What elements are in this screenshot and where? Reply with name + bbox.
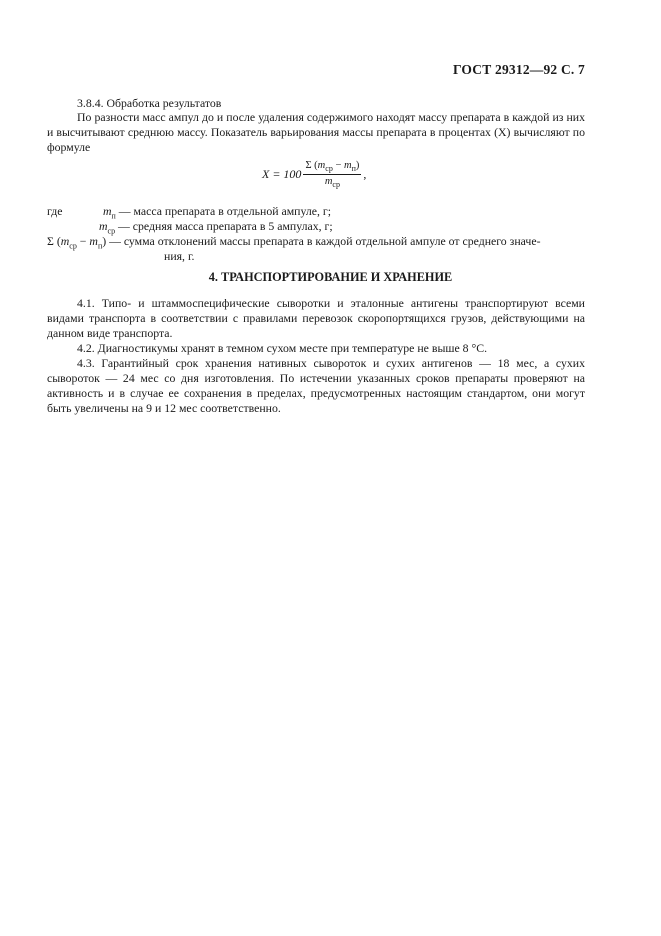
legend-row-sum-continuation: ния, г. <box>164 249 195 263</box>
formula-numerator: Σ $(m_{ср} - m_п)$ <box>305 160 360 174</box>
legend-where: где <box>47 204 63 218</box>
item-3-8-4-text: По разности масс ампул до и после удаления содержимого находят массу препарата в каждой из них и высчитывают среднюю массу. Показатель варьирования массы препарата в процентах (Х) вычисляют по формуле <box>47 110 585 154</box>
formula-trailing-comma: , <box>363 167 367 182</box>
legend-row-sum: Σ $(m_{ср} - m_п)$ — сумма отклонений массы препарата в каждой отдельной ампуле от среднего значе- <box>47 234 541 251</box>
legend-row-m-sr: $m_{ср}$ — средняя масса препарата в 5 ампулах, г; <box>99 219 333 236</box>
document-reference: ГОСТ 29312—92 С. 7 <box>452 62 585 77</box>
item-4-3: 4.3. Гарантийный срок хранения нативных сывороток и сухих антигенов — 18 мес, а сухих сывороток — 24 мес со дня изготовления. По истечении указанных сроков препараты проверяют на активность и в случае ее сохранения в пределах, предусмотренных настоящим стандартом, они могут быть увеличены на 9 и 12 мес соответственно. <box>47 356 585 415</box>
item-3-8-4-heading: 3.8.4. Обработка результатов <box>77 96 222 110</box>
variation-formula <box>262 160 366 189</box>
item-4-1: 4.1. Типо- и штаммоспецифические сыворотки и эталонные антигены транспортируют всеми видами транспорта в соответствии с правилами перевозок скоропортящихся грузов, действующими на данном виде транспорта. <box>47 296 585 340</box>
formula-denominator: $m_{ср}$ <box>324 176 340 190</box>
formula-lhs: X = 100 <box>262 167 302 182</box>
formula-fraction <box>303 160 361 189</box>
legend-row-m-n: $m_п$ — масса препарата в отдельной ампуле, г; <box>103 204 332 221</box>
section-4-title: 4. ТРАНСПОРТИРОВАНИЕ И ХРАНЕНИЕ <box>208 270 453 284</box>
item-4-2: 4.2. Диагностикумы хранят в темном сухом месте при температуре не выше 8 °С. <box>77 341 488 355</box>
